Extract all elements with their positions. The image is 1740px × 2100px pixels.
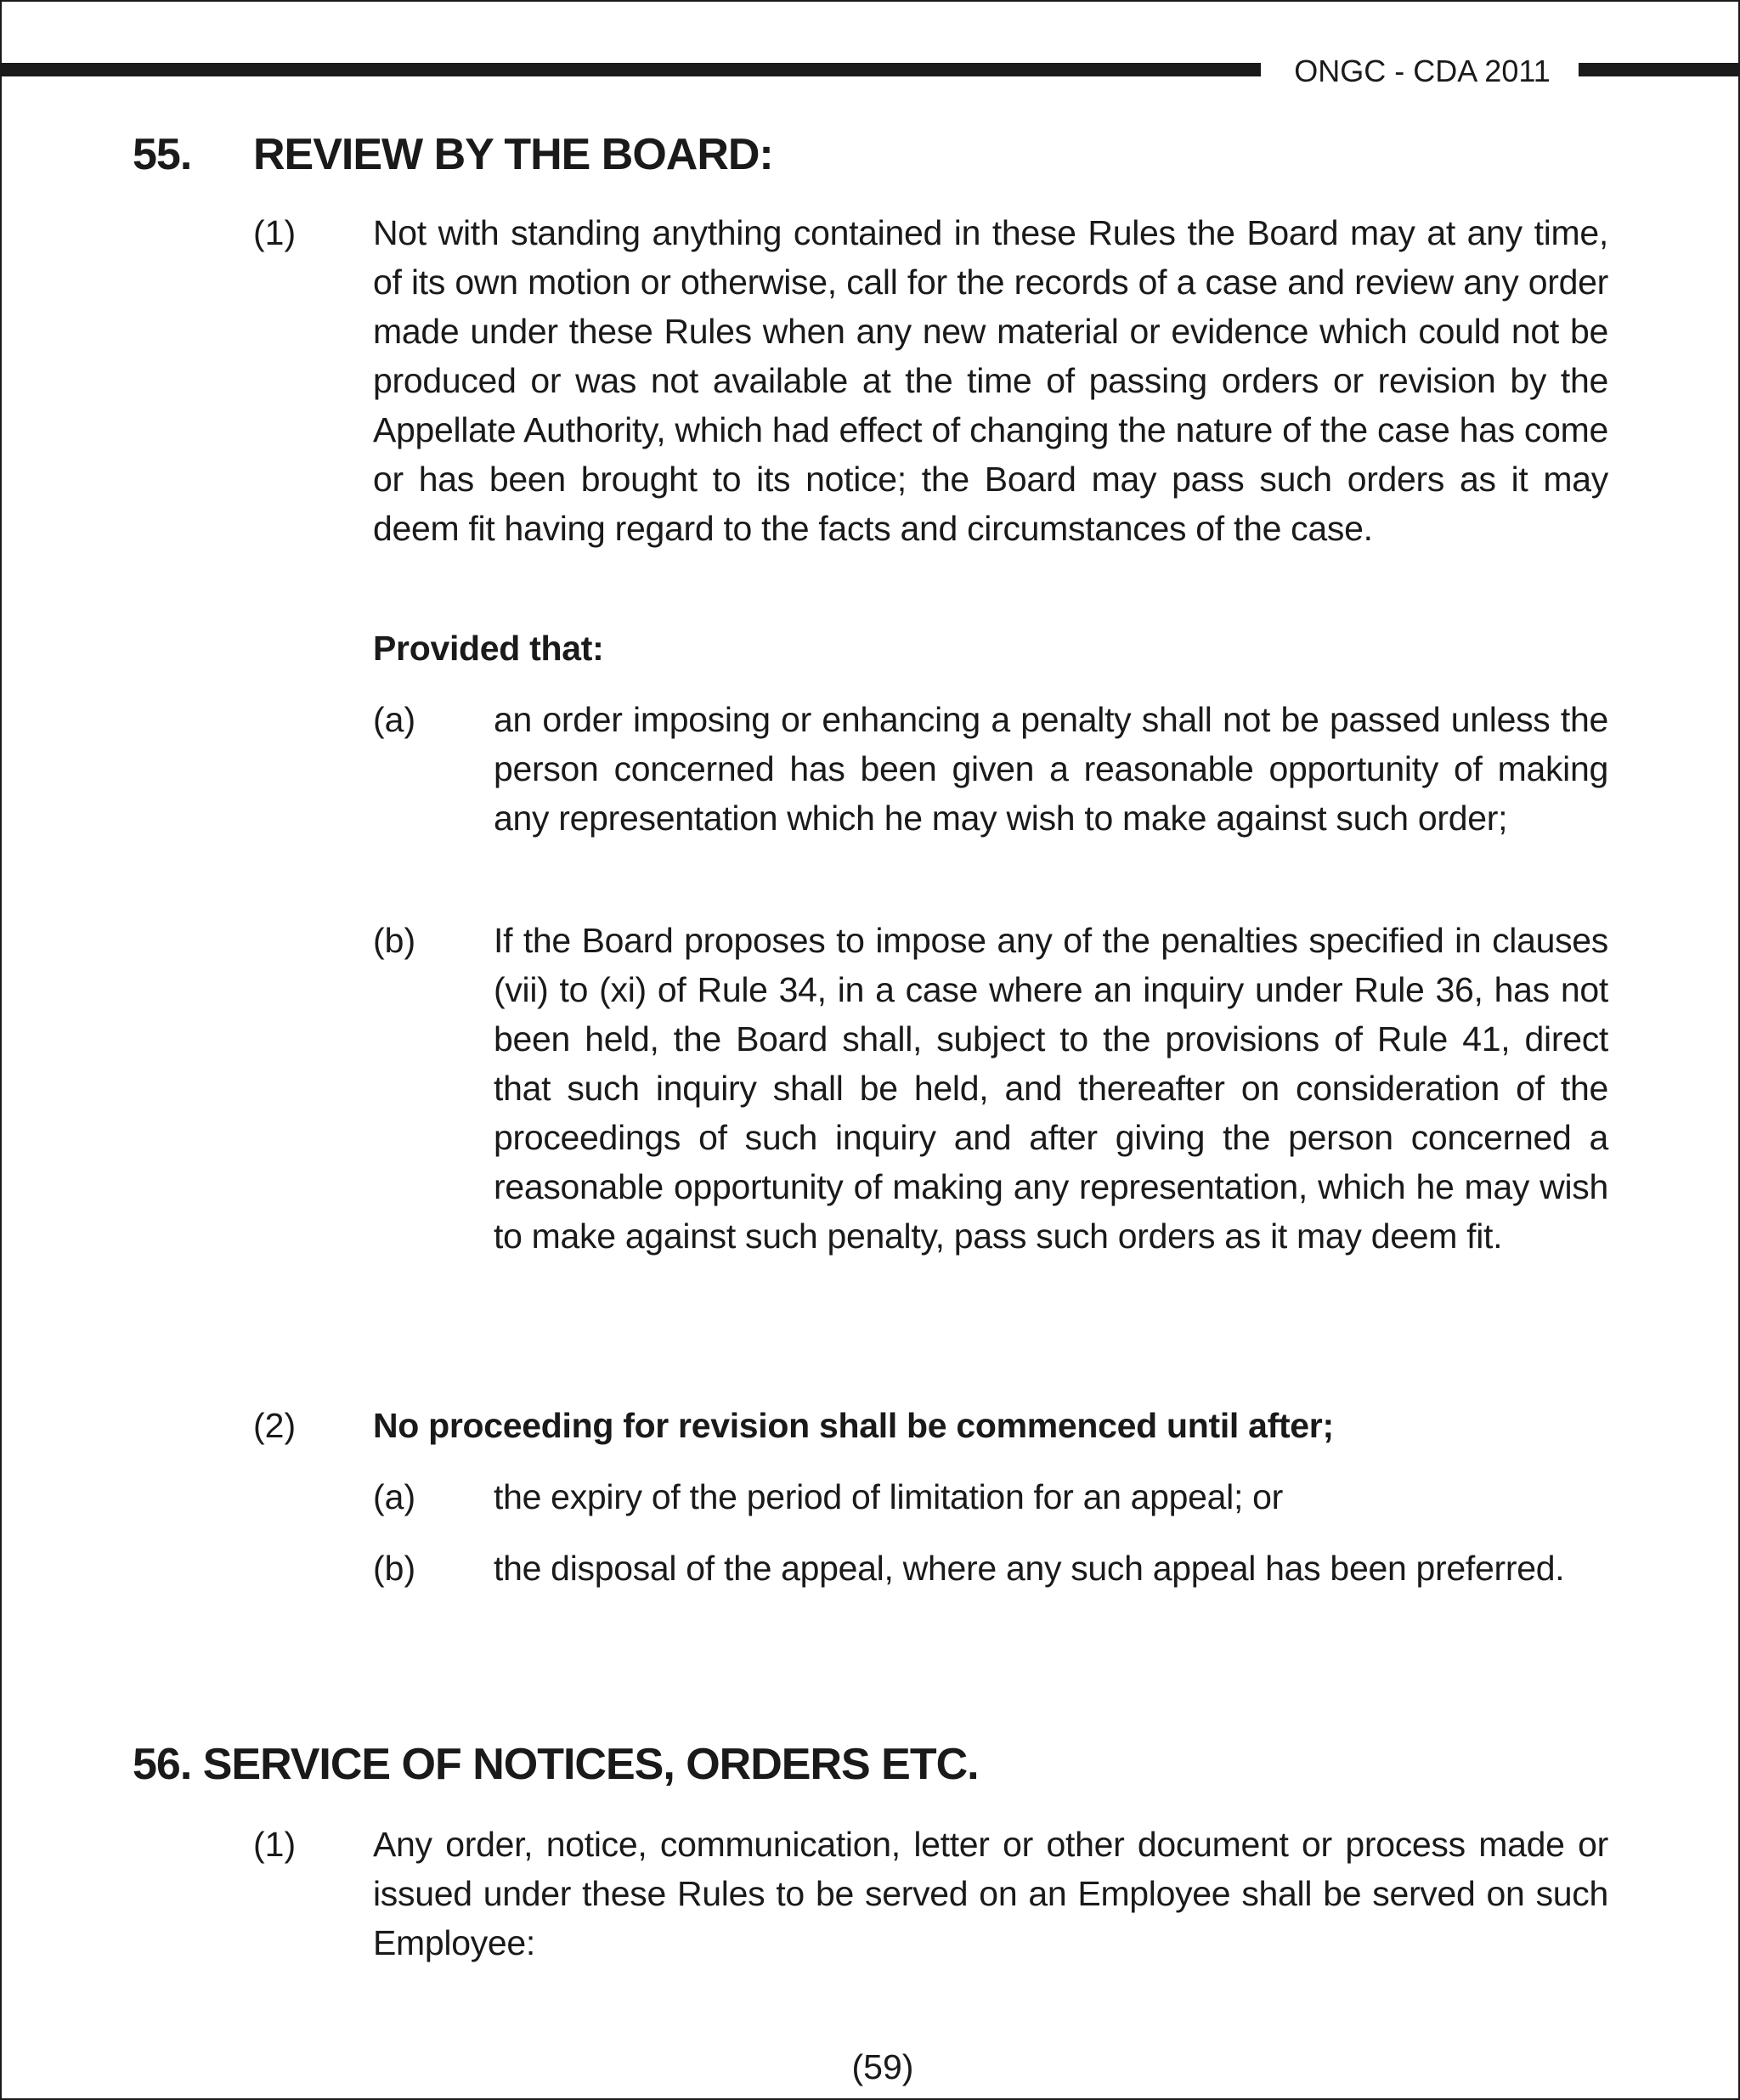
page-number: (59) (851, 2047, 914, 2086)
section-56-clause-1-number: (1) (253, 1825, 297, 1864)
proviso-label: Provided that: (373, 629, 604, 668)
header-label: ONGC - CDA 2011 (1294, 54, 1551, 88)
section-56-title: 56. SERVICE OF NOTICES, ORDERS ETC. (133, 1740, 979, 1789)
proviso-b-number: (b) (373, 921, 416, 960)
section-55-clause-2-text: No proceeding for revision shall be commenced until after; (373, 1406, 1334, 1445)
proviso-a-number: (a) (373, 700, 416, 739)
section-55-clause-1-number: (1) (253, 213, 297, 252)
proviso-a-text: an order imposing or enhancing a penalty shall not be passed unless the person concerned has been given a reasonable opportunity of making any representation which he may wish to make against such order; (494, 700, 1608, 838)
clause-2-b-number: (b) (373, 1549, 416, 1588)
section-55-clause-2-number: (2) (253, 1406, 297, 1445)
header-rule-right (1579, 63, 1738, 76)
section-56-clause-1-text: Any order, notice, communication, letter or other document or process made or issued under these Rules to be served on an Employee shall be served on such Employee: (373, 1825, 1608, 1962)
proviso-b-text: If the Board proposes to impose any of the penalties specified in clauses (vii) to (xi) of Rule 34, in a case where an inquiry under Rule 36, has not been held, the Board shall, subject to the provisions of Rule 41, direct that such inquiry shall be held, and thereafter on consideration of the proceedings of such inquiry and after giving the person concerned a reasonable opportunity of making any representation, which he may wish to make against such penalty, pass such orders as it may deem fit. (494, 921, 1608, 1256)
section-55-number: 55. (133, 130, 192, 179)
clause-2-a-text: the expiry of the period of limitation for an appeal; or (494, 1477, 1284, 1516)
clause-2-a-number: (a) (373, 1477, 416, 1516)
section-55-clause-1-text: Not with standing anything contained in these Rules the Board may at any time, of its own motion or otherwise, call for the records of a case and review any order made under these Rules when any new material or evidence which could not be produced or was not available at the time of passing orders or revision by the Appellate Authority, which had effect of changing the nature of the case has come or has been brought to its notice; the Board may pass such orders as it may deem fit having regard to the facts and circumstances of the case. (373, 213, 1608, 548)
clause-2-b-text: the disposal of the appeal, where any such appeal has been preferred. (494, 1549, 1565, 1588)
header-rule-left (2, 63, 1261, 76)
section-55-title: REVIEW BY THE BOARD: (253, 130, 773, 179)
